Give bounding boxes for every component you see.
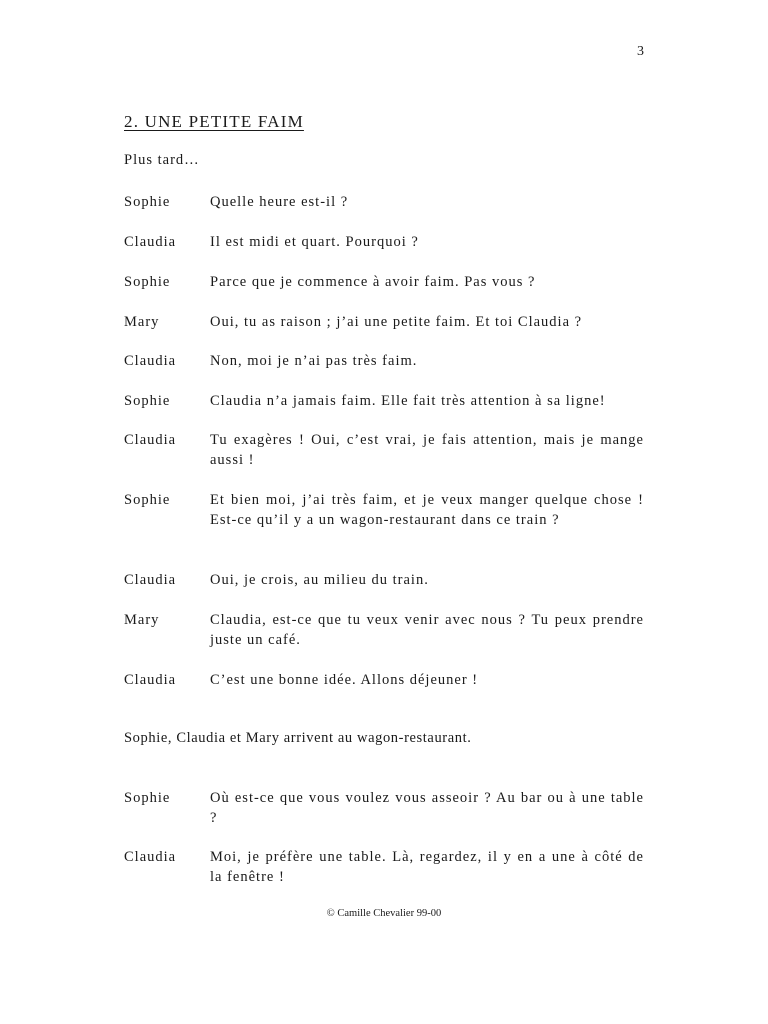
speech-text: Claudia n’a jamais faim. Elle fait très attention à sa ligne! (210, 393, 606, 409)
speaker-name: Sophie (124, 393, 171, 409)
speech-text: Parce que je commence à avoir faim. Pas vous ? (210, 274, 536, 290)
dialogue-line (124, 272, 644, 292)
dialogue-line (124, 351, 644, 371)
section-title: 2. UNE PETITE FAIM (124, 112, 304, 131)
speaker-name: Claudia (124, 572, 177, 588)
speaker-name: Sophie (124, 790, 171, 806)
speaker-name: Claudia (124, 353, 177, 369)
page-number: 3 (637, 44, 644, 59)
speech-text: Oui, tu as raison ; j’ai une petite faim. Et toi Claudia ? (210, 314, 583, 330)
dialogue-line (124, 788, 644, 828)
speaker-name: Claudia (124, 849, 177, 865)
speech-text: Oui, je crois, au milieu du train. (210, 572, 429, 588)
stage-direction: Sophie, Claudia et Mary arrivent au wagon-restaurant. (124, 730, 472, 746)
dialogue-line (124, 232, 644, 252)
speaker-name: Sophie (124, 274, 171, 290)
footer-text: © Camille Chevalier 99-00 (326, 908, 442, 919)
speech-text: Il est midi et quart. Pourquoi ? (210, 234, 419, 250)
speech-text: Claudia, est-ce que tu veux venir avec nous ? Tu peux prendre juste un café. (210, 612, 644, 648)
speaker-name: Mary (124, 612, 160, 628)
speaker-name: Claudia (124, 672, 177, 688)
speech-text: Quelle heure est-il ? (210, 194, 349, 210)
speech-text: C’est une bonne idée. Allons déjeuner ! (210, 672, 479, 688)
dialogue-line (124, 430, 644, 470)
dialogue-line (124, 490, 644, 530)
speech-text: Et bien moi, j’ai très faim, et je veux manger quelque chose ! Est-ce qu’il y a un wagon-restaurant dans ce train ? (210, 492, 644, 528)
dialogue-line (124, 570, 644, 590)
speaker-name: Claudia (124, 234, 177, 250)
speech-text: Moi, je préfère une table. Là, regardez, il y en a une à côté de la fenêtre ! (210, 849, 644, 885)
dialogue-line (124, 391, 644, 411)
speaker-name: Mary (124, 314, 160, 330)
speaker-name: Claudia (124, 432, 177, 448)
speech-text: Tu exagères ! Oui, c’est vrai, je fais attention, mais je mange aussi ! (210, 432, 644, 468)
speech-text: Non, moi je n’ai pas très faim. (210, 353, 418, 369)
speaker-name: Sophie (124, 194, 171, 210)
dialogue-line (124, 192, 644, 212)
dialogue-line (124, 610, 644, 650)
speaker-name: Sophie (124, 492, 171, 508)
dialogue-line (124, 847, 644, 887)
speech-text: Où est-ce que vous voulez vous asseoir ? Au bar ou à une table ? (210, 790, 644, 826)
intro-text: Plus tard… (124, 152, 200, 168)
dialogue-line (124, 670, 644, 690)
footer-copyright (0, 908, 768, 919)
dialogue-line (124, 312, 644, 332)
